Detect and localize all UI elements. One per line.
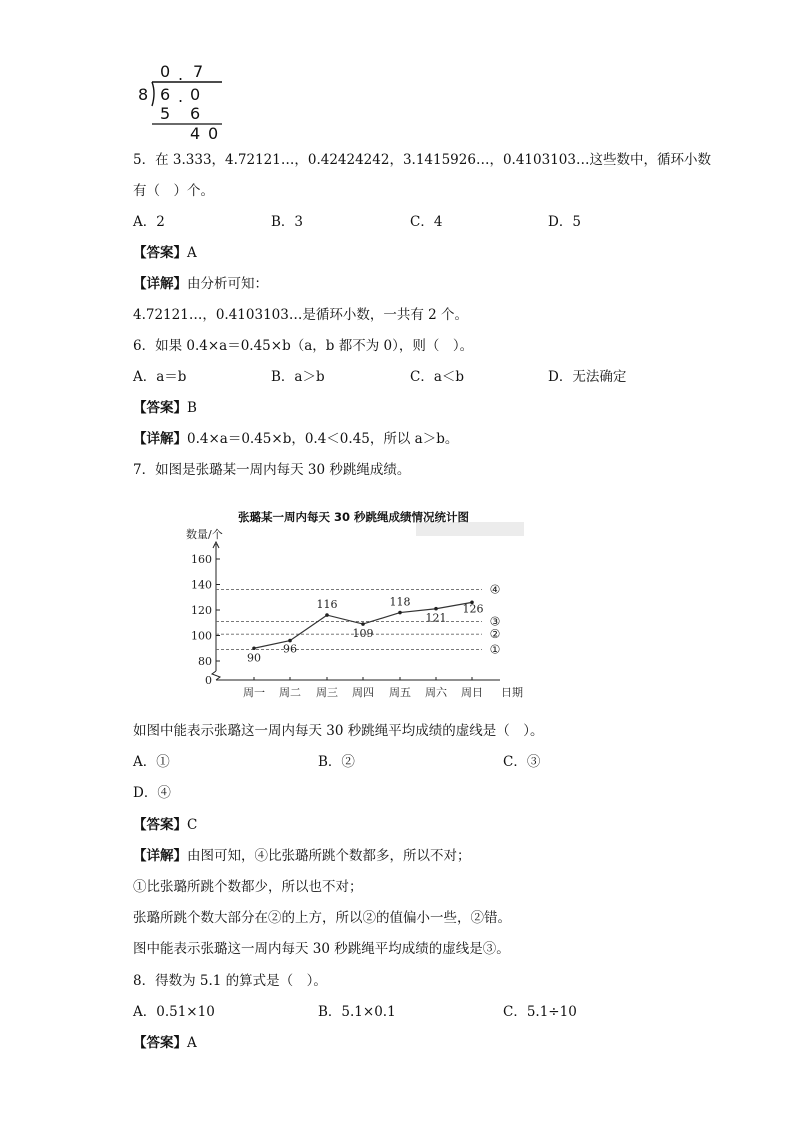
chart-reference-label: ① bbox=[489, 642, 501, 657]
q8-stem: 8．得数为 5.1 的算式是（ ）。 bbox=[133, 973, 327, 989]
q6-option-c: C．a＜b bbox=[410, 369, 465, 385]
answer-tag: 【答案】 bbox=[133, 400, 187, 416]
chart-x-axis-label: 日期 bbox=[501, 686, 523, 699]
answer-tag: 【答案】 bbox=[133, 817, 187, 833]
chart-y-tick-label: 160 bbox=[191, 553, 212, 566]
division-quotient-digit: 7 bbox=[193, 62, 204, 81]
q7-detail-line4: 图中能表示张璐这一周内每天 30 秒跳绳平均成绩的虚线是③。 bbox=[133, 941, 510, 957]
q6-option-b: B．a＞b bbox=[271, 369, 325, 385]
division-dividend-point: . bbox=[178, 87, 184, 106]
q7-option-b: B．② bbox=[318, 754, 355, 770]
q8-option-a: A．0.51×10 bbox=[133, 1004, 215, 1020]
q7-detail bbox=[133, 846, 471, 866]
q5-option-c: C．4 bbox=[410, 214, 443, 230]
detail-text: 由分析可知： bbox=[187, 276, 268, 292]
jump-rope-line-chart bbox=[176, 500, 536, 706]
chart-x-tick-label: 周五 bbox=[389, 686, 411, 699]
chart-y-axis-label: 数量/个 bbox=[186, 528, 223, 541]
division-dividend-digit: 0 bbox=[190, 85, 201, 104]
q6-stem: 6．如果 0.4×a＝0.45×b（a，b 都不为 0），则（ ）。 bbox=[133, 338, 474, 354]
q7-option-d: D．④ bbox=[133, 785, 171, 801]
chart-data-label: 121 bbox=[425, 611, 447, 625]
chart-x-tick-label: 周三 bbox=[316, 686, 338, 699]
chart-x-tick-label: 周六 bbox=[425, 686, 447, 699]
chart-axis-break bbox=[212, 671, 220, 680]
chart-title: 张璐某一周内每天 30 秒跳绳成绩情况统计图 bbox=[238, 510, 470, 524]
q6-answer bbox=[133, 398, 197, 418]
division-quotient-point: . bbox=[178, 65, 184, 84]
q7-answer bbox=[133, 815, 197, 835]
answer-value: C bbox=[187, 817, 198, 833]
q5-detail bbox=[133, 274, 268, 294]
q5-option-d: D．5 bbox=[548, 214, 581, 230]
detail-tag: 【详解】 bbox=[133, 848, 187, 864]
chart-data-label: 109 bbox=[352, 627, 374, 641]
q5-answer bbox=[133, 243, 197, 263]
chart-y-tick-label: 140 bbox=[191, 578, 212, 592]
q7-option-a: A．① bbox=[133, 754, 170, 770]
chart-data-label: 118 bbox=[389, 595, 411, 609]
q8-option-b: B．5.1×0.1 bbox=[318, 1004, 396, 1020]
chart-data-point bbox=[252, 646, 256, 650]
q6-detail bbox=[133, 429, 458, 449]
chart-data-label: 116 bbox=[316, 598, 338, 612]
chart-data-label: 126 bbox=[462, 602, 484, 616]
chart-y-tick-label: 100 bbox=[191, 629, 212, 643]
division-quotient-digit: 0 bbox=[160, 62, 171, 81]
chart-x-tick-label: 周一 bbox=[243, 686, 265, 699]
answer-value: A bbox=[187, 245, 197, 261]
q7-stem: 7．如图是张璐某一周内每天 30 秒跳绳成绩。 bbox=[133, 462, 411, 478]
division-bracket bbox=[152, 82, 154, 106]
q8-answer bbox=[133, 1033, 197, 1053]
chart-y-tick-label: 0 bbox=[205, 674, 212, 687]
chart-title-smudge bbox=[416, 522, 524, 536]
chart-y-tick-label: 80 bbox=[198, 655, 212, 668]
q5-option-a: A．2 bbox=[133, 214, 165, 230]
detail-text: 由图可知，④比张璐所跳个数都多，所以不对； bbox=[187, 848, 471, 864]
q5-stem-line2: 有（ ）个。 bbox=[133, 183, 214, 199]
chart-x-tick-label: 周四 bbox=[352, 686, 374, 699]
answer-tag: 【答案】 bbox=[133, 1035, 187, 1051]
answer-tag: 【答案】 bbox=[133, 245, 187, 261]
q6-option-d: D．无法确定 bbox=[548, 369, 627, 385]
chart-data-point bbox=[398, 611, 402, 615]
detail-text: 0.4×a＝0.45×b，0.4＜0.45，所以 a＞b。 bbox=[187, 431, 459, 447]
q7-question: 如图中能表示张璐这一周内每天 30 秒跳绳平均成绩的虚线是（ ）。 bbox=[133, 723, 544, 739]
chart-reference-label: ② bbox=[489, 627, 501, 642]
chart-data-point bbox=[361, 622, 365, 626]
detail-tag: 【详解】 bbox=[133, 276, 187, 292]
q7-option-c: C．③ bbox=[503, 754, 541, 770]
division-product-digit: 5 bbox=[160, 104, 171, 123]
chart-data-label: 90 bbox=[247, 651, 261, 665]
q5-option-b: B．3 bbox=[271, 214, 304, 230]
chart-data-label: 96 bbox=[283, 642, 297, 656]
chart-reference-label: ④ bbox=[489, 582, 501, 597]
q5-stem-line1: 5．在 3.333，4.72121…，0.42424242，3.1415926…，0.4103103…这些数中，循环小数 bbox=[133, 152, 711, 168]
chart-reference-label: ③ bbox=[489, 614, 501, 629]
q8-option-c: C．5.1÷10 bbox=[503, 1004, 577, 1020]
chart-x-tick-label: 周日 bbox=[461, 686, 483, 699]
chart-x-tick-label: 周二 bbox=[279, 686, 301, 699]
division-dividend-digit: 6 bbox=[160, 85, 171, 104]
answer-value: A bbox=[187, 1035, 197, 1051]
division-divisor: 8 bbox=[138, 85, 149, 104]
detail-tag: 【详解】 bbox=[133, 431, 187, 447]
division-product-digit: 6 bbox=[190, 104, 201, 123]
chart-data-point bbox=[325, 613, 329, 617]
q5-detail-line2: 4.72121…，0.4103103…是循环小数，一共有 2 个。 bbox=[133, 307, 469, 323]
division-remainder-digit: 4 bbox=[190, 124, 201, 143]
q7-detail-line3: 张璐所跳个数大部分在②的上方，所以②的值偏小一些，②错。 bbox=[133, 910, 511, 926]
division-remainder-digit: 0 bbox=[208, 124, 219, 143]
q7-detail-line2: ①比张璐所跳个数都少，所以也不对； bbox=[133, 879, 363, 895]
chart-data-point bbox=[434, 607, 438, 611]
q6-option-a: A．a＝b bbox=[133, 369, 187, 385]
chart-y-tick-label: 120 bbox=[191, 604, 212, 617]
answer-value: B bbox=[187, 400, 197, 416]
long-division-figure bbox=[0, 0, 794, 150]
